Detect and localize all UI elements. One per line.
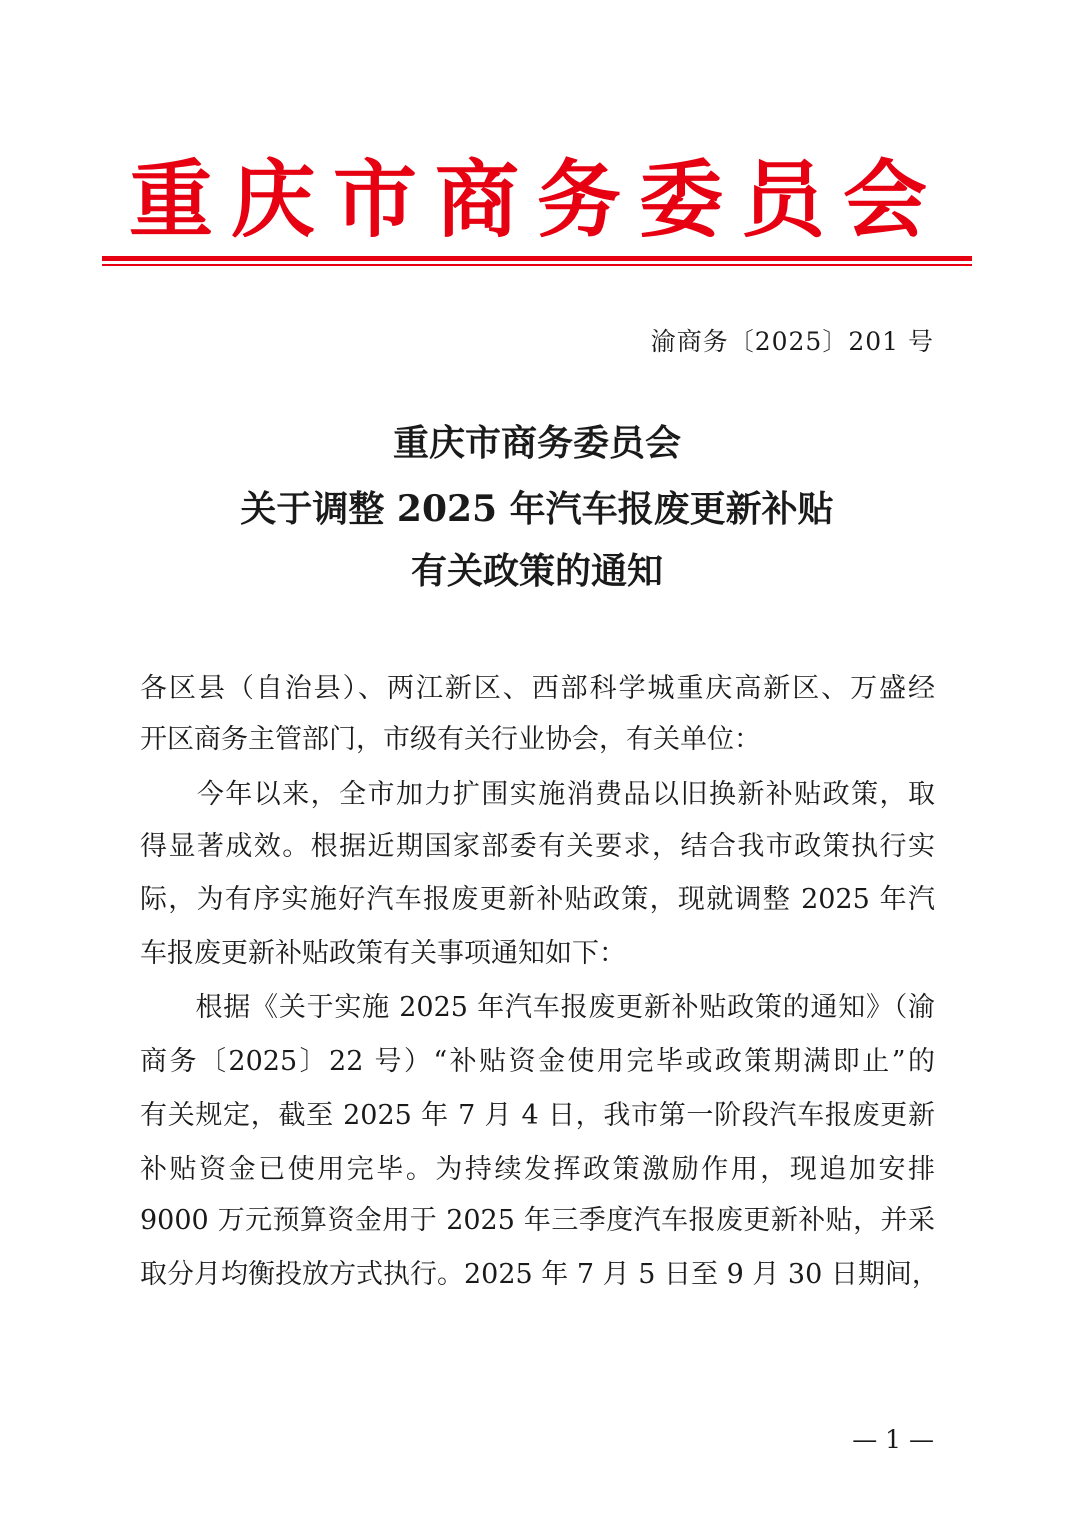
body-line: 车报废更新补贴政策有关事项通知如下： bbox=[140, 938, 626, 969]
red-separator-thick bbox=[102, 256, 972, 261]
body-line: 有关规定，截至 2025 年 7 月 4 日，我市第一阶段汽车报废更新 bbox=[140, 1100, 935, 1131]
body-line: 各区县（自治县）、两江新区、西部科学城重庆高新区、万盛经 bbox=[140, 673, 935, 704]
red-separator-thin bbox=[102, 264, 972, 266]
title-line-1: 重庆市商务委员会 bbox=[392, 422, 681, 464]
page-number: — 1 — bbox=[852, 1425, 934, 1454]
body-line: 补贴资金已使用完毕。为持续发挥政策激励作用，现追加安排 bbox=[140, 1154, 935, 1185]
document-number: 渝商务〔2025〕201 号 bbox=[650, 327, 934, 356]
body-line: 得显著成效。根据近期国家部委有关要求，结合我市政策执行实 bbox=[140, 831, 935, 862]
body-line: 际，为有序实施好汽车报废更新补贴政策，现就调整 2025 年汽 bbox=[140, 884, 935, 915]
body-line: 商务〔2025〕22 号）“补贴资金使用完毕或政策期满即止”的 bbox=[140, 1046, 935, 1077]
title-line-2: 关于调整 2025 年汽车报废更新补贴 bbox=[240, 488, 834, 530]
title-line-3: 有关政策的通知 bbox=[410, 550, 663, 592]
issuer-masthead: 重庆市商务委员会 bbox=[128, 150, 945, 249]
body-line: 今年以来，全市加力扩围实施消费品以旧换新补贴政策，取 bbox=[140, 779, 935, 810]
body-line: 9000 万元预算资金用于 2025 年三季度汽车报废更新补贴，并采 bbox=[140, 1205, 935, 1236]
body-line: 开区商务主管部门，市级有关行业协会，有关单位： bbox=[140, 724, 761, 755]
body-line: 根据《关于实施 2025 年汽车报废更新补贴政策的通知》（渝 bbox=[140, 992, 935, 1023]
body-line: 取分月均衡投放方式执行。2025 年 7 月 5 日至 9 月 30 日期间， bbox=[140, 1259, 939, 1290]
